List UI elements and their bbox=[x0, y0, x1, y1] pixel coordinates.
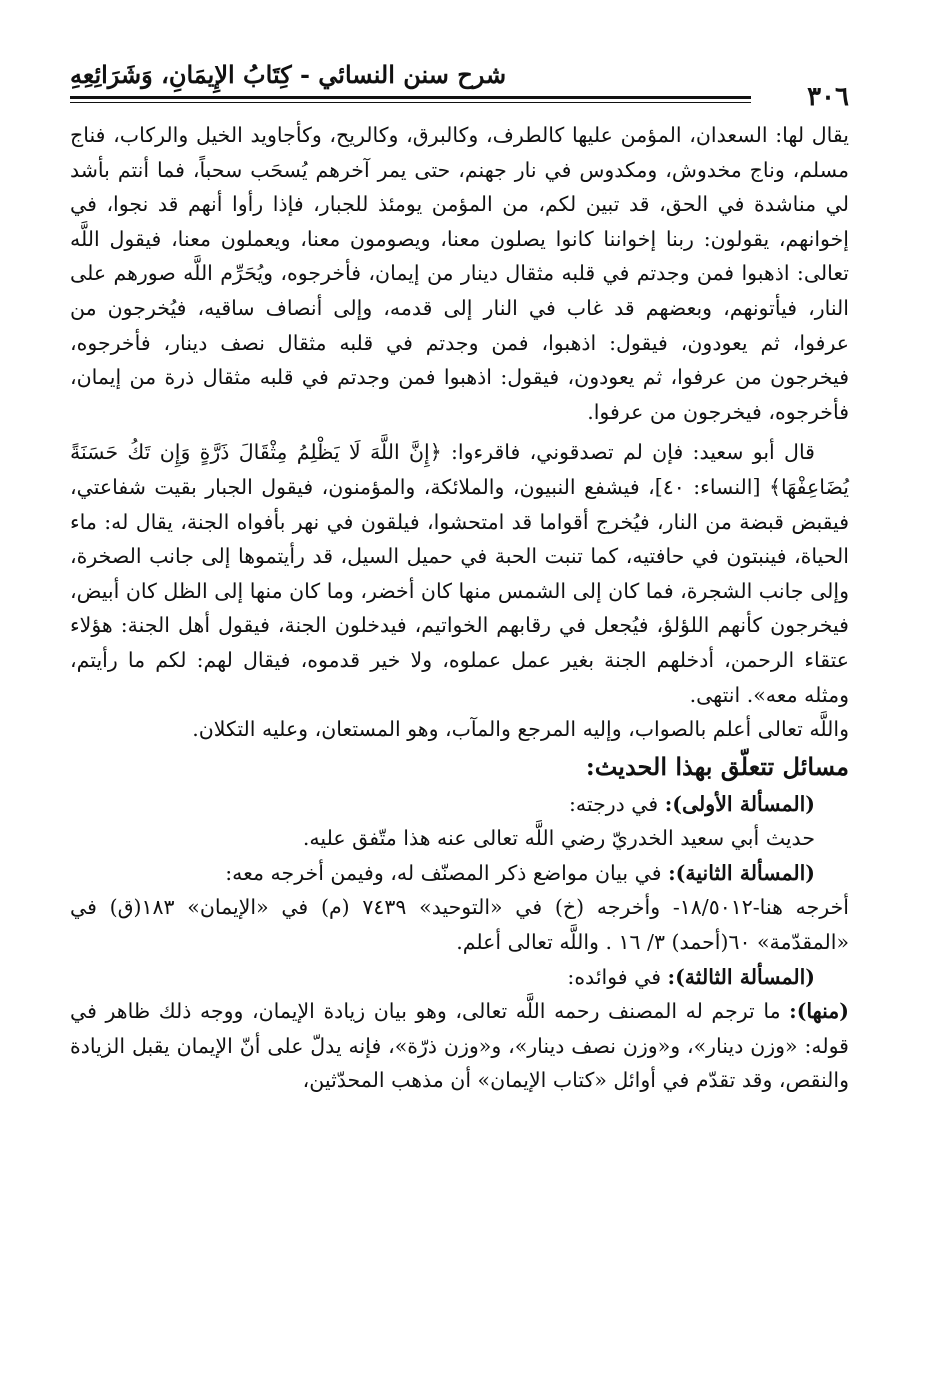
masala-3-intro: في فوائده: bbox=[567, 964, 668, 989]
minha-text: ما ترجم له المصنف رحمه اللَّه تعالى، وهو بيان زيادة الإيمان، ووجه ذلك ظاهر في قوله: «وزن دينار»، و«وزن نصف دينار»، و«وزن ذرّة»، فإنه يدلّ على أنّ الإيمان يقبل الزيادة والنقص، وقد تقدّم في أوائل «كتاب الإيمان» أن مذهب المحدّثين، bbox=[70, 999, 849, 1093]
header-rule bbox=[70, 96, 751, 103]
paragraph-closing: واللَّه تعالى أعلم بالصواب، وإليه المرجع والمآب، وهو المستعان، وعليه التكلان. bbox=[192, 717, 849, 742]
masala-1-intro: في درجته: bbox=[568, 791, 665, 816]
page-body bbox=[70, 118, 849, 1098]
paragraph-hadith-continuation: يقال لها: السعدان، المؤمن عليها كالطرف، وكالبرق، وكالريح، وكأجاويد الخيل والركاب، فناج مسلم، وناج مخدوش، ومكدوس في نار جهنم، حتى يمر آخرهم يُسحَب سحباً، فما أنتم بأشد لي مناشدة في الحق، قد تبين لكم، من المؤمن يومئذ للجبار، فإذا رأوا أنهم قد نجوا، في إخوانهم، يقولون: ربنا إخواننا كانوا يصلون معنا، ويصومون معنا، ويعملون معنا، فيقول اللَّه تعالى: اذهبوا فمن وجدتم في قلبه مثقال دينار من إيمان، فأخرجوه، ويُحَرِّم اللَّه صورهم على النار، فيأتونهم، وبعضهم قد غاب في النار إلى قدمه، وإلى أنصاف ساقيه، فيُخرجون من عرفوا، ثم يعودون، فيقول: اذهبوا، فمن وجدتم في قلبه مثقال نصف دينار، فأخرجوه، فيخرجون من عرفوا، ثم يعودون، فيقول: اذهبوا فمن وجدتم في قلبه مثقال ذرة من إيمان، فأخرجوه، فيخرجون من عرفوا. bbox=[70, 123, 849, 424]
masala-1-label: (المسألة الأولى): bbox=[664, 791, 815, 816]
masala-2-text: أخرجه هنا-١٨/٥٠١٢- وأخرجه (خ) في «التوحيد» ٧٤٣٩ (م) في «الإيمان» ١٨٣(ق) في «المقدّمة» ٦٠(أحمد) ٣/ ١٦ . واللَّه تعالى أعلم. bbox=[70, 895, 849, 955]
masala-1-heading bbox=[70, 787, 849, 822]
paragraph-abu-said: قال أبو سعيد: فإن لم تصدقوني، فاقرءوا: ﴿إِنَّ اللَّهَ لَا يَظْلِمُ مِثْقَالَ ذَرَّةٍ وَإِن تَكُ حَسَنَةً يُضَاعِفْهَا﴾ [النساء: ٤٠]، فيشفع النبيون، والملائكة، والمؤمنون، فيقول الجبار بقيت شفاعتي، فيقبض قبضة من النار، فيُخرج أقواما قد امتحشوا، فيلقون في نهر بأفواه الجنة، يقال له: ماء الحياة، فينبتون في حافتيه، كما تنبت الحبة في حميل السيل، قد رأيتموها إلى جانب الصخرة، وإلى جانب الشجرة، فما كان إلى الشمس منها كان أخضر، وما كان منها إلى الظل كان أبيض، فيخرجون كأنهم اللؤلؤ، فيُجعل في رقابهم الخواتيم، فيدخلون الجنة، فيقول أهل الجنة: هؤلاء عتقاء الرحمن، أدخلهم الجنة بغير عمل عملوه، ولا خير قدموه، فيقال لهم: لكم ما رأيتم، ومثله معه». انتهى. bbox=[69, 440, 849, 707]
page-header bbox=[70, 60, 849, 118]
minha-paragraph bbox=[70, 994, 849, 1098]
masala-2-label: (المسألة الثانية): bbox=[668, 860, 815, 885]
masala-3-label: (المسألة الثالثة): bbox=[667, 964, 815, 989]
masala-2-intro: في بيان مواضع ذكر المصنّف له، وفيمن أخرجه معه: bbox=[225, 860, 669, 885]
masala-1-text: حديث أبي سعيد الخدريّ رضي اللَّه تعالى عنه هذا متّفق عليه. bbox=[302, 826, 815, 851]
masala-2-heading bbox=[70, 856, 849, 891]
masala-3-heading bbox=[70, 960, 849, 995]
section-heading: مسائل تتعلّق بهذا الحديث: bbox=[585, 751, 849, 781]
page-number: ٣٠٦ bbox=[797, 82, 849, 112]
minha-label: (منها): bbox=[789, 999, 849, 1024]
running-title: شرح سنن النسائي - كِتَابُ الإِيمَانِ، وَشَرَائِعِهِ bbox=[70, 60, 507, 89]
